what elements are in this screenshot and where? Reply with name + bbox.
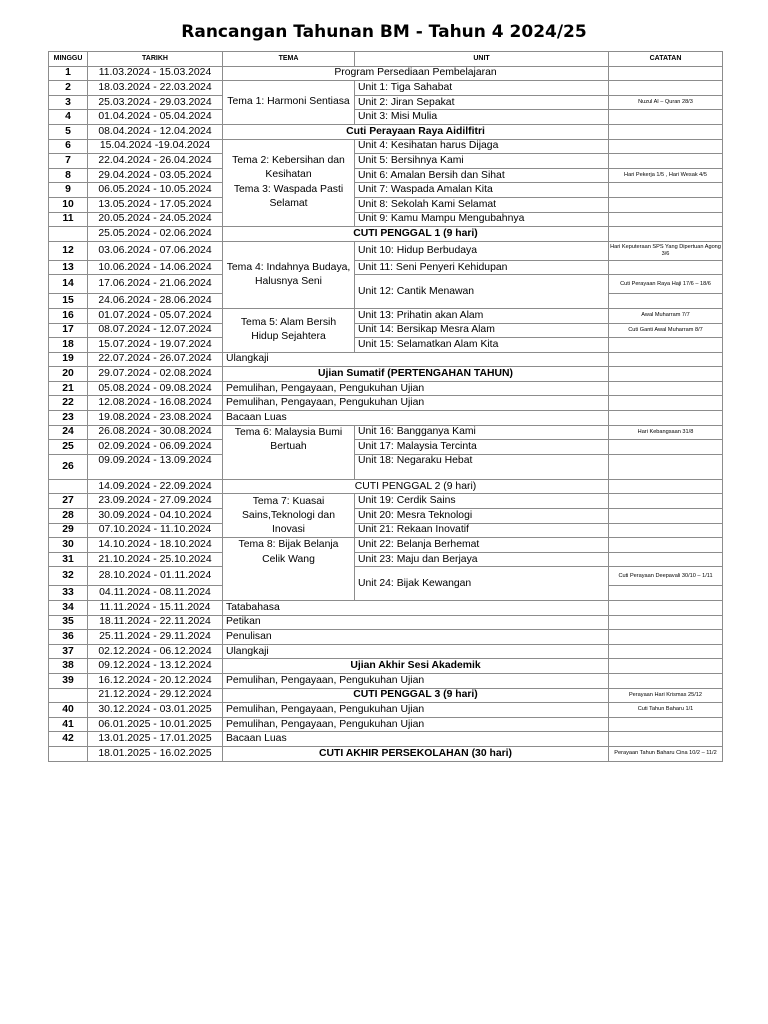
catatan-cell	[609, 81, 723, 96]
tema-2-label: Tema 2: Kebersihan dan Kesihatan	[232, 154, 345, 181]
tarikh-cell: 30.09.2024 - 04.10.2024	[88, 509, 223, 524]
activity-cell: Pemulihan, Pengayaan, Pengukuhan Ujian	[223, 703, 609, 718]
table-row	[49, 139, 723, 154]
unit-cell: Unit 10: Hidup Berbudaya	[355, 241, 609, 260]
tarikh-cell: 12.08.2024 - 16.08.2024	[88, 396, 223, 411]
minggu-cell: 20	[49, 367, 88, 382]
catatan-cell	[609, 381, 723, 396]
catatan-cell: Awal Muharram 7/7	[609, 308, 723, 323]
catatan-cell	[609, 154, 723, 169]
header-tema: TEMA	[223, 52, 355, 67]
tarikh-cell: 17.06.2024 - 21.06.2024	[88, 275, 223, 294]
activity-cell: Bacaan Luas	[223, 732, 609, 747]
header-minggu: MINGGU	[49, 52, 88, 67]
tarikh-cell: 05.08.2024 - 09.08.2024	[88, 381, 223, 396]
minggu-cell: 4	[49, 110, 88, 125]
minggu-cell: 28	[49, 509, 88, 524]
minggu-cell: 19	[49, 352, 88, 367]
tarikh-cell: 15.07.2024 - 19.07.2024	[88, 338, 223, 353]
table-row	[49, 644, 723, 659]
catatan-cell	[609, 523, 723, 538]
holiday-cell: CUTI PENGGAL 3 (9 hari)	[223, 688, 609, 703]
unit-cell: Unit 8: Sekolah Kami Selamat	[355, 197, 609, 212]
table-row	[49, 323, 723, 338]
table-row	[49, 66, 723, 81]
catatan-cell	[609, 644, 723, 659]
tarikh-cell: 06.01.2025 - 10.01.2025	[88, 717, 223, 732]
catatan-cell	[609, 294, 723, 309]
catatan-cell	[609, 615, 723, 630]
minggu-cell: 22	[49, 396, 88, 411]
table-row	[49, 124, 723, 139]
table-row	[49, 308, 723, 323]
table-row	[49, 601, 723, 616]
tarikh-cell: 18.11.2024 - 22.11.2024	[88, 615, 223, 630]
table-row	[49, 241, 723, 260]
catatan-cell	[609, 197, 723, 212]
unit-cell: Unit 19: Cerdik Sains	[355, 494, 609, 509]
minggu-cell: 40	[49, 703, 88, 718]
header-unit: UNIT	[355, 52, 609, 67]
table-row	[49, 81, 723, 96]
activity-cell: Petikan	[223, 615, 609, 630]
catatan-cell	[609, 440, 723, 455]
table-row	[49, 717, 723, 732]
tarikh-cell: 25.11.2024 - 29.11.2024	[88, 630, 223, 645]
tarikh-cell: 09.12.2024 - 13.12.2024	[88, 659, 223, 674]
unit-cell: Unit 15: Selamatkan Alam Kita	[355, 338, 609, 353]
catatan-cell	[609, 212, 723, 227]
catatan-cell	[609, 411, 723, 426]
tarikh-cell: 15.04.2024 -19.04.2024	[88, 139, 223, 154]
table-row	[49, 440, 723, 455]
table-row	[49, 688, 723, 703]
minggu-cell: 8	[49, 168, 88, 183]
tarikh-cell: 01.07.2024 - 05.07.2024	[88, 308, 223, 323]
tarikh-cell: 23.09.2024 - 27.09.2024	[88, 494, 223, 509]
table-row	[49, 479, 723, 494]
minggu-cell: 37	[49, 644, 88, 659]
minggu-cell: 12	[49, 241, 88, 260]
catatan-cell: Cuti Perayaan Raya Haji 17/6 – 18/6	[609, 275, 723, 294]
minggu-cell: 14	[49, 275, 88, 294]
minggu-cell: 26	[49, 454, 88, 479]
catatan-cell: Cuti Ganti Awal Muharram 8/7	[609, 323, 723, 338]
tarikh-cell: 24.06.2024 - 28.06.2024	[88, 294, 223, 309]
minggu-cell: 35	[49, 615, 88, 630]
tarikh-cell: 30.12.2024 - 03.01.2025	[88, 703, 223, 718]
activity-cell: Penulisan	[223, 630, 609, 645]
tarikh-cell: 18.03.2024 - 22.03.2024	[88, 81, 223, 96]
holiday-cell: Cuti Perayaan Raya Aidilfitri	[223, 124, 609, 139]
unit-cell: Unit 17: Malaysia Tercinta	[355, 440, 609, 455]
header-catatan: CATATAN	[609, 52, 723, 67]
tarikh-cell: 11.03.2024 - 15.03.2024	[88, 66, 223, 81]
document-title: Rancangan Tahunan BM - Tahun 4 2024/25	[181, 22, 587, 42]
unit-cell: Unit 9: Kamu Mampu Mengubahnya	[355, 212, 609, 227]
activity-cell: Ulangkaji	[223, 352, 609, 367]
minggu-cell: 36	[49, 630, 88, 645]
tarikh-cell: 13.01.2025 - 17.01.2025	[88, 732, 223, 747]
tarikh-cell: 08.07.2024 - 12.07.2024	[88, 323, 223, 338]
minggu-cell: 34	[49, 601, 88, 616]
minggu-cell: 10	[49, 197, 88, 212]
tarikh-cell: 28.10.2024 - 01.11.2024	[88, 567, 223, 586]
unit-cell: Unit 11: Seni Penyeri Kehidupan	[355, 260, 609, 275]
minggu-cell: 13	[49, 260, 88, 275]
unit-cell: Unit 21: Rekaan Inovatif	[355, 523, 609, 538]
unit-cell: Unit 1: Tiga Sahabat	[355, 81, 609, 96]
tema-2-3-cell	[223, 139, 355, 227]
catatan-cell	[609, 260, 723, 275]
tarikh-cell: 25.05.2024 - 02.06.2024	[88, 227, 223, 242]
table-row	[49, 552, 723, 567]
table-row	[49, 183, 723, 198]
tarikh-cell: 03.06.2024 - 07.06.2024	[88, 241, 223, 260]
table-row	[49, 494, 723, 509]
catatan-cell: Perayaan Tahun Baharu Cina 10/2 – 11/2	[609, 746, 723, 761]
activity-cell: Bacaan Luas	[223, 411, 609, 426]
tarikh-cell: 14.09.2024 - 22.09.2024	[88, 479, 223, 494]
unit-cell: Unit 14: Bersikap Mesra Alam	[355, 323, 609, 338]
catatan-cell	[609, 479, 723, 494]
minggu-cell: 11	[49, 212, 88, 227]
unit-cell: Unit 22: Belanja Berhemat	[355, 538, 609, 553]
activity-cell: Pemulihan, Pengayaan, Pengukuhan Ujian	[223, 396, 609, 411]
exam-cell: Ujian Sumatif (PERTENGAHAN TAHUN)	[223, 367, 609, 382]
catatan-cell	[609, 367, 723, 382]
unit-cell: Unit 24: Bijak Kewangan	[355, 567, 609, 601]
tema-7-cell: Tema 7: Kuasai Sains,Teknologi dan Inovasi	[223, 494, 355, 538]
table-row	[49, 168, 723, 183]
table-row	[49, 352, 723, 367]
catatan-cell	[609, 352, 723, 367]
tarikh-cell: 25.03.2024 - 29.03.2024	[88, 95, 223, 110]
unit-cell: Unit 7: Waspada Amalan Kita	[355, 183, 609, 198]
annual-plan-table	[48, 51, 723, 762]
minggu-cell: 27	[49, 494, 88, 509]
table-row	[49, 630, 723, 645]
table-row	[49, 338, 723, 353]
minggu-cell: 1	[49, 66, 88, 81]
minggu-cell: 23	[49, 411, 88, 426]
unit-cell: Unit 23: Maju dan Berjaya	[355, 552, 609, 567]
minggu-cell: 38	[49, 659, 88, 674]
catatan-cell	[609, 717, 723, 732]
unit-cell: Unit 16: Bangganya Kami	[355, 425, 609, 440]
unit-cell: Unit 4: Kesihatan harus Dijaga	[355, 139, 609, 154]
table-row	[49, 110, 723, 125]
unit-cell: Unit 12: Cantik Menawan	[355, 275, 609, 309]
catatan-cell	[609, 630, 723, 645]
holiday-cell: CUTI PENGGAL 1 (9 hari)	[223, 227, 609, 242]
minggu-cell: 21	[49, 381, 88, 396]
catatan-cell: Cuti Tahun Baharu 1/1	[609, 703, 723, 718]
catatan-cell	[609, 396, 723, 411]
unit-cell: Unit 3: Misi Mulia	[355, 110, 609, 125]
minggu-cell	[49, 746, 88, 761]
table-row	[49, 659, 723, 674]
table-row	[49, 523, 723, 538]
minggu-cell: 41	[49, 717, 88, 732]
tarikh-cell: 13.05.2024 - 17.05.2024	[88, 197, 223, 212]
minggu-cell	[49, 227, 88, 242]
minggu-cell: 15	[49, 294, 88, 309]
tarikh-cell: 01.04.2024 - 05.04.2024	[88, 110, 223, 125]
table-row	[49, 425, 723, 440]
tarikh-cell: 16.12.2024 - 20.12.2024	[88, 673, 223, 688]
table-row	[49, 411, 723, 426]
activity-cell: Program Persediaan Pembelajaran	[223, 66, 609, 81]
catatan-cell	[609, 454, 723, 479]
catatan-cell	[609, 227, 723, 242]
catatan-cell	[609, 338, 723, 353]
table-row	[49, 509, 723, 524]
activity-cell: Pemulihan, Pengayaan, Pengukuhan Ujian	[223, 717, 609, 732]
minggu-cell: 33	[49, 586, 88, 601]
minggu-cell	[49, 688, 88, 703]
minggu-cell	[49, 479, 88, 494]
holiday-cell: CUTI AKHIR PERSEKOLAHAN (30 hari)	[223, 746, 609, 761]
catatan-cell	[609, 659, 723, 674]
tarikh-cell: 08.04.2024 - 12.04.2024	[88, 124, 223, 139]
tarikh-cell: 14.10.2024 - 18.10.2024	[88, 538, 223, 553]
catatan-cell	[609, 552, 723, 567]
table-row	[49, 538, 723, 553]
table-row	[49, 454, 723, 479]
unit-cell: Unit 13: Prihatin akan Alam	[355, 308, 609, 323]
catatan-cell: Nuzul Al – Quran 28/3	[609, 95, 723, 110]
unit-cell: Unit 20: Mesra Teknologi	[355, 509, 609, 524]
tarikh-cell: 22.04.2024 - 26.04.2024	[88, 154, 223, 169]
unit-cell: Unit 2: Jiran Sepakat	[355, 95, 609, 110]
catatan-cell	[609, 586, 723, 601]
minggu-cell: 25	[49, 440, 88, 455]
table-header-row	[49, 52, 723, 67]
table-row	[49, 732, 723, 747]
catatan-cell	[609, 494, 723, 509]
minggu-cell: 5	[49, 124, 88, 139]
minggu-cell: 42	[49, 732, 88, 747]
catatan-cell: Hari Pekerja 1/5 , Hari Wesak 4/5	[609, 168, 723, 183]
minggu-cell: 24	[49, 425, 88, 440]
table-row	[49, 227, 723, 242]
catatan-cell: Hari Keputeraan SPS Yang Dipertuan Agong 3/6	[609, 241, 723, 260]
minggu-cell: 2	[49, 81, 88, 96]
tarikh-cell: 26.08.2024 - 30.08.2024	[88, 425, 223, 440]
table-row	[49, 212, 723, 227]
table-row	[49, 154, 723, 169]
table-row	[49, 396, 723, 411]
tarikh-cell: 29.04.2024 - 03.05.2024	[88, 168, 223, 183]
minggu-cell: 16	[49, 308, 88, 323]
activity-cell: Pemulihan, Pengayaan, Pengukuhan Ujian	[223, 381, 609, 396]
table-row	[49, 673, 723, 688]
catatan-cell	[609, 538, 723, 553]
catatan-cell	[609, 601, 723, 616]
catatan-cell: Perayaan Hari Krismas 25/12	[609, 688, 723, 703]
catatan-cell	[609, 673, 723, 688]
table-row	[49, 95, 723, 110]
tema-5-cell: Tema 5: Alam Bersih Hidup Sejahtera	[223, 308, 355, 352]
table-row	[49, 567, 723, 586]
tarikh-cell: 29.07.2024 - 02.08.2024	[88, 367, 223, 382]
unit-cell: Unit 18: Negaraku Hebat	[355, 454, 609, 479]
catatan-cell	[609, 732, 723, 747]
catatan-cell	[609, 183, 723, 198]
exam-cell: Ujian Akhir Sesi Akademik	[223, 659, 609, 674]
tarikh-cell: 09.09.2024 - 13.09.2024	[88, 454, 223, 479]
activity-cell: Tatabahasa	[223, 601, 609, 616]
header-tarikh: TARIKH	[88, 52, 223, 67]
catatan-cell	[609, 110, 723, 125]
minggu-cell: 17	[49, 323, 88, 338]
activity-cell: Pemulihan, Pengayaan, Pengukuhan Ujian	[223, 673, 609, 688]
tema-8-cell: Tema 8: Bijak Belanja Celik Wang	[223, 538, 355, 601]
minggu-cell: 30	[49, 538, 88, 553]
minggu-cell: 31	[49, 552, 88, 567]
activity-cell: Ulangkaji	[223, 644, 609, 659]
table-row	[49, 746, 723, 761]
minggu-cell: 7	[49, 154, 88, 169]
table-row	[49, 367, 723, 382]
holiday-cell: CUTI PENGGAL 2 (9 hari)	[223, 479, 609, 494]
table-row	[49, 197, 723, 212]
tarikh-cell: 02.09.2024 - 06.09.2024	[88, 440, 223, 455]
tarikh-cell: 22.07.2024 - 26.07.2024	[88, 352, 223, 367]
unit-cell: Unit 5: Bersihnya Kami	[355, 154, 609, 169]
table-row	[49, 615, 723, 630]
catatan-cell: Hari Kebangsaan 31/8	[609, 425, 723, 440]
tarikh-cell: 07.10.2024 - 11.10.2024	[88, 523, 223, 538]
table-row	[49, 275, 723, 294]
tarikh-cell: 21.10.2024 - 25.10.2024	[88, 552, 223, 567]
minggu-cell: 9	[49, 183, 88, 198]
table-row	[49, 381, 723, 396]
table-row	[49, 703, 723, 718]
minggu-cell: 3	[49, 95, 88, 110]
catatan-cell	[609, 66, 723, 81]
tema-3-label: Tema 3: Waspada Pasti Selamat	[233, 183, 344, 210]
catatan-cell	[609, 139, 723, 154]
tarikh-cell: 02.12.2024 - 06.12.2024	[88, 644, 223, 659]
tema-6-cell: Tema 6: Malaysia Bumi Bertuah	[223, 425, 355, 479]
minggu-cell: 18	[49, 338, 88, 353]
tarikh-cell: 10.06.2024 - 14.06.2024	[88, 260, 223, 275]
minggu-cell: 29	[49, 523, 88, 538]
catatan-cell: Cuti Perayaan Deepavali 30/10 – 1/11	[609, 567, 723, 586]
minggu-cell: 6	[49, 139, 88, 154]
minggu-cell: 39	[49, 673, 88, 688]
unit-cell: Unit 6: Amalan Bersih dan Sihat	[355, 168, 609, 183]
tarikh-cell: 21.12.2024 - 29.12.2024	[88, 688, 223, 703]
tarikh-cell: 18.01.2025 - 16.02.2025	[88, 746, 223, 761]
tema-1-cell: Tema 1: Harmoni Sentiasa	[223, 81, 355, 125]
tarikh-cell: 11.11.2024 - 15.11.2024	[88, 601, 223, 616]
catatan-cell	[609, 509, 723, 524]
minggu-cell: 32	[49, 567, 88, 586]
table-row	[49, 260, 723, 275]
tarikh-cell: 04.11.2024 - 08.11.2024	[88, 586, 223, 601]
tarikh-cell: 06.05.2024 - 10.05.2024	[88, 183, 223, 198]
tarikh-cell: 20.05.2024 - 24.05.2024	[88, 212, 223, 227]
tema-4-cell: Tema 4: Indahnya Budaya, Halusnya Seni	[223, 241, 355, 308]
catatan-cell	[609, 124, 723, 139]
tarikh-cell: 19.08.2024 - 23.08.2024	[88, 411, 223, 426]
